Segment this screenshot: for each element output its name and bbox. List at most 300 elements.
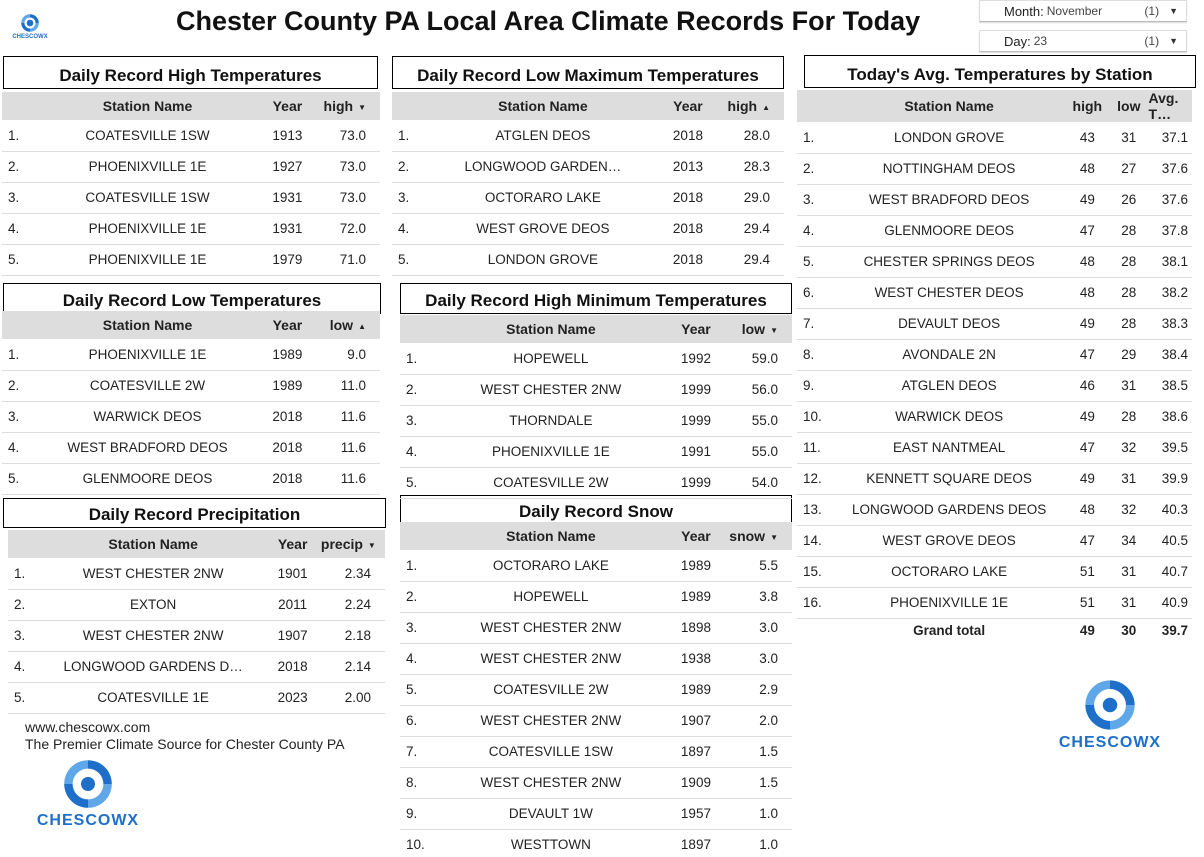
table-row[interactable] — [400, 581, 792, 612]
table-row[interactable] — [797, 587, 1192, 618]
low-cell: 28 — [1109, 215, 1149, 246]
row-number: 2. — [400, 581, 435, 612]
row-number: 2. — [2, 370, 36, 401]
column-header[interactable]: Avg. T… — [1149, 90, 1192, 122]
month-filter[interactable] — [979, 0, 1187, 22]
column-header-label: precip — [320, 536, 363, 552]
column-header[interactable] — [427, 92, 658, 120]
table-row[interactable] — [400, 405, 792, 436]
table-row[interactable] — [797, 215, 1192, 246]
column-header-label: Station Name — [102, 98, 193, 114]
year-cell: 1901 — [264, 558, 321, 589]
row-number: 3. — [8, 620, 42, 651]
station-name-cell: WEST CHESTER 2NW — [42, 620, 264, 651]
grand-total-spacer — [797, 618, 833, 642]
year-cell: 1989 — [667, 581, 726, 612]
station-name-cell: WARWICK DEOS — [833, 401, 1066, 432]
table-row[interactable] — [797, 401, 1192, 432]
sort-desc-icon: ▼ — [770, 532, 778, 542]
station-name-cell: PHOENIXVILLE 1E — [36, 339, 259, 370]
value-cell: 11.6 — [316, 463, 380, 494]
row-number: 8. — [797, 339, 833, 370]
table-row[interactable] — [2, 370, 380, 401]
row-number: 10. — [797, 401, 833, 432]
avg-cell: 37.8 — [1149, 215, 1192, 246]
year-cell: 1897 — [667, 736, 726, 767]
table-row[interactable] — [392, 213, 784, 244]
cyclone-icon — [1081, 676, 1139, 734]
avg-cell: 38.6 — [1149, 401, 1192, 432]
brand-logo-small — [12, 12, 48, 40]
row-number-header — [8, 530, 42, 558]
row-number: 1. — [392, 120, 427, 151]
value-cell: 59.0 — [725, 343, 792, 374]
low-temps-title: Daily Record Low Temperatures — [3, 283, 381, 314]
value-cell: 11.0 — [316, 370, 380, 401]
low-cell: 31 — [1109, 122, 1149, 153]
grand-total-label: Grand total — [913, 622, 986, 638]
table-header-row — [8, 530, 385, 558]
high-cell: 49 — [1066, 308, 1109, 339]
row-number: 6. — [400, 705, 435, 736]
value-cell: 1.5 — [725, 767, 792, 798]
year-cell: 1992 — [667, 343, 726, 374]
table-row[interactable] — [392, 120, 784, 151]
table-row[interactable] — [2, 213, 380, 244]
station-name-cell: WEST CHESTER 2NW — [435, 767, 666, 798]
table-row[interactable] — [392, 182, 784, 213]
high-cell: 49 — [1066, 463, 1109, 494]
year-cell: 2018 — [659, 120, 718, 151]
row-number-header — [392, 92, 427, 120]
row-number: 15. — [797, 556, 833, 587]
table-row[interactable] — [400, 798, 792, 829]
table-row[interactable] — [400, 674, 792, 705]
table-row[interactable] — [400, 612, 792, 643]
row-number-header — [400, 522, 435, 550]
station-name-cell: KENNETT SQUARE DEOS — [833, 463, 1066, 494]
avg-temps-table — [797, 90, 1192, 642]
high-temps-table — [2, 92, 380, 276]
station-name-cell: WEST GROVE DEOS — [427, 213, 658, 244]
table-row[interactable] — [8, 620, 385, 651]
avg-cell: 39.5 — [1149, 432, 1192, 463]
high-cell: 48 — [1066, 277, 1109, 308]
month-filter-label: Month: — [1004, 3, 1044, 19]
station-name-cell: WEST CHESTER 2NW — [435, 643, 666, 674]
row-number: 3. — [2, 182, 36, 213]
station-name-cell: CHESTER SPRINGS DEOS — [833, 246, 1066, 277]
table-row[interactable] — [392, 151, 784, 182]
value-cell: 1.0 — [725, 829, 792, 857]
day-filter[interactable] — [979, 30, 1187, 52]
table-row[interactable] — [797, 463, 1192, 494]
station-name-cell: WEST CHESTER DEOS — [833, 277, 1066, 308]
table-header-row — [400, 315, 792, 343]
year-cell: 1898 — [667, 612, 726, 643]
column-header[interactable] — [725, 522, 792, 550]
low-cell: 34 — [1109, 525, 1149, 556]
column-header[interactable] — [725, 315, 792, 343]
table-row[interactable] — [392, 244, 784, 275]
grand-total-avg: 39.7 — [1161, 622, 1188, 638]
row-number: 10. — [400, 829, 435, 857]
avg-cell: 38.4 — [1149, 339, 1192, 370]
year-cell: 1999 — [667, 467, 726, 498]
column-header-label: Year — [673, 98, 703, 114]
table-row[interactable] — [400, 767, 792, 798]
table-row[interactable] — [797, 370, 1192, 401]
table-row[interactable] — [797, 122, 1192, 153]
station-name-cell: COATESVILLE 1E — [42, 682, 264, 713]
row-number: 7. — [797, 308, 833, 339]
row-number: 4. — [392, 213, 427, 244]
sort-asc-icon: ▲ — [358, 321, 366, 331]
table-row[interactable] — [797, 432, 1192, 463]
table-row[interactable] — [797, 153, 1192, 184]
row-number: 4. — [2, 213, 36, 244]
month-filter-value: November — [1046, 4, 1103, 18]
row-number: 5. — [400, 467, 435, 498]
value-cell: 28.0 — [717, 120, 784, 151]
year-cell: 1957 — [667, 798, 726, 829]
footer-url[interactable]: www.chescowx.com — [25, 719, 151, 735]
station-name-cell: DEVAULT DEOS — [833, 308, 1066, 339]
low-cell: 28 — [1109, 401, 1149, 432]
year-cell: 2018 — [259, 432, 316, 463]
snow-title: Daily Record Snow — [400, 495, 792, 525]
column-header-label: Station Name — [498, 98, 588, 114]
year-cell: 1989 — [667, 674, 726, 705]
row-number: 2. — [2, 151, 36, 182]
row-number: 5. — [400, 674, 435, 705]
value-cell: 29.4 — [717, 244, 784, 275]
row-number: 1. — [8, 558, 42, 589]
year-cell: 1927 — [259, 151, 316, 182]
row-number-header — [2, 311, 36, 339]
table-row[interactable] — [2, 339, 380, 370]
station-name-cell: WEST CHESTER 2NW — [435, 374, 666, 405]
high-cell: 48 — [1066, 494, 1109, 525]
station-name-cell: COATESVILLE 1SW — [36, 120, 259, 151]
grand-total-low: 30 — [1121, 622, 1137, 638]
table-row[interactable] — [2, 432, 380, 463]
value-cell: 2.0 — [725, 705, 792, 736]
value-cell: 2.00 — [321, 682, 385, 713]
year-cell: 1913 — [259, 120, 316, 151]
table-row[interactable] — [2, 244, 380, 275]
table-row[interactable] — [400, 467, 792, 498]
avg-cell: 38.1 — [1149, 246, 1192, 277]
row-number: 6. — [797, 277, 833, 308]
low-cell: 31 — [1109, 463, 1149, 494]
high-cell: 48 — [1066, 153, 1109, 184]
row-number: 1. — [400, 550, 435, 581]
year-cell: 1907 — [667, 705, 726, 736]
station-name-cell: NOTTINGHAM DEOS — [833, 153, 1066, 184]
brand-logo-right — [1052, 676, 1168, 752]
day-filter-value: 23 — [1033, 34, 1048, 48]
sort-desc-icon: ▼ — [367, 540, 376, 550]
station-name-cell: WARWICK DEOS — [36, 401, 259, 432]
high-cell: 47 — [1066, 215, 1109, 246]
column-header[interactable] — [321, 530, 385, 558]
column-header[interactable] — [316, 311, 380, 339]
value-cell: 73.0 — [316, 151, 380, 182]
station-name-cell: PHOENIXVILLE 1E — [435, 436, 666, 467]
column-header[interactable]: Station Name — [833, 90, 1066, 122]
station-name-cell: OCTORARO LAKE — [427, 182, 658, 213]
sort-desc-icon: ▼ — [770, 325, 778, 335]
station-name-cell: WESTTOWN — [435, 829, 666, 857]
table-row[interactable] — [797, 525, 1192, 556]
avg-cell: 38.5 — [1149, 370, 1192, 401]
column-header[interactable] — [717, 92, 784, 120]
year-cell: 2018 — [659, 213, 718, 244]
high-min-temps-title: Daily Record High Minimum Temperatures — [400, 283, 792, 314]
low-temps-table — [2, 311, 380, 495]
row-number: 3. — [2, 401, 36, 432]
avg-cell: 37.6 — [1149, 153, 1192, 184]
avg-cell: 37.6 — [1149, 184, 1192, 215]
table-row[interactable] — [2, 120, 380, 151]
sort-asc-icon: ▲ — [762, 102, 770, 112]
value-cell: 54.0 — [725, 467, 792, 498]
column-header[interactable]: high — [1066, 90, 1109, 122]
column-header-label: Year — [272, 98, 303, 114]
low-cell: 31 — [1109, 370, 1149, 401]
column-header[interactable] — [435, 522, 666, 550]
row-number: 8. — [400, 767, 435, 798]
station-name-cell: COATESVILLE 2W — [435, 467, 666, 498]
station-name-cell: WEST CHESTER 2NW — [435, 705, 666, 736]
value-cell: 55.0 — [725, 436, 792, 467]
brand-name: CHESCOWX — [12, 34, 48, 40]
year-cell: 2011 — [264, 589, 321, 620]
day-filter-count: (1) — [1144, 34, 1160, 48]
column-header[interactable] — [36, 92, 259, 120]
row-number: 1. — [2, 339, 36, 370]
table-row[interactable] — [2, 182, 380, 213]
station-name-cell: EAST NANTMEAL — [833, 432, 1066, 463]
station-name-cell: HOPEWELL — [435, 343, 666, 374]
column-header-label: Station Name — [506, 321, 596, 337]
station-name-cell: PHOENIXVILLE 1E — [36, 151, 259, 182]
row-number: 1. — [797, 122, 833, 153]
precip-table — [8, 530, 385, 714]
year-cell: 1909 — [667, 767, 726, 798]
high-cell: 46 — [1066, 370, 1109, 401]
row-number: 9. — [400, 798, 435, 829]
year-cell: 1989 — [259, 370, 316, 401]
column-header-label: low — [741, 321, 766, 337]
avg-cell: 40.5 — [1149, 525, 1192, 556]
station-name-cell: THORNDALE — [435, 405, 666, 436]
column-header[interactable]: low — [1109, 90, 1149, 122]
station-name-cell: GLENMOORE DEOS — [833, 215, 1066, 246]
column-header-label: high — [323, 98, 354, 114]
low-cell: 32 — [1109, 494, 1149, 525]
column-header-label: Year — [681, 321, 711, 337]
station-name-cell: OCTORARO LAKE — [435, 550, 666, 581]
page-title: Chester County PA Local Area Climate Records For Today — [176, 6, 921, 36]
table-row[interactable] — [400, 829, 792, 857]
row-number: 13. — [797, 494, 833, 525]
column-header-label: snow — [729, 528, 766, 544]
row-number: 3. — [400, 405, 435, 436]
row-number: 4. — [400, 643, 435, 674]
column-header-label: Station Name — [108, 536, 198, 552]
table-row[interactable] — [2, 463, 380, 494]
low-cell: 26 — [1109, 184, 1149, 215]
table-row[interactable] — [400, 643, 792, 674]
avg-cell: 40.7 — [1149, 556, 1192, 587]
station-name-cell: COATESVILLE 2W — [435, 674, 666, 705]
table-row[interactable] — [797, 339, 1192, 370]
column-header[interactable] — [667, 315, 726, 343]
column-header[interactable] — [316, 92, 380, 120]
year-cell: 1938 — [667, 643, 726, 674]
low-cell: 29 — [1109, 339, 1149, 370]
value-cell: 1.5 — [725, 736, 792, 767]
high-cell: 51 — [1066, 556, 1109, 587]
table-row[interactable] — [8, 682, 385, 713]
column-header[interactable] — [259, 311, 316, 339]
value-cell: 2.24 — [321, 589, 385, 620]
value-cell: 29.4 — [717, 213, 784, 244]
column-header-label: Station Name — [506, 528, 596, 544]
station-name-cell: COATESVILLE 1SW — [435, 736, 666, 767]
station-name-cell: LONGWOOD GARDEN… — [427, 151, 658, 182]
high-cell: 47 — [1066, 432, 1109, 463]
table-row[interactable] — [797, 556, 1192, 587]
year-cell: 2023 — [264, 682, 321, 713]
value-cell: 28.3 — [717, 151, 784, 182]
row-number-header — [400, 315, 435, 343]
year-cell: 1907 — [264, 620, 321, 651]
value-cell: 2.14 — [321, 651, 385, 682]
value-cell: 72.0 — [316, 213, 380, 244]
snow-table — [400, 522, 792, 857]
table-row[interactable] — [400, 705, 792, 736]
low-max-temps-table — [392, 92, 784, 276]
table-row[interactable] — [400, 374, 792, 405]
footer-tagline: The Premier Climate Source for Chester County PA — [25, 736, 345, 752]
high-temps-title: Daily Record High Temperatures — [3, 56, 378, 89]
table-row[interactable] — [797, 308, 1192, 339]
value-cell: 9.0 — [316, 339, 380, 370]
year-cell: 2013 — [659, 151, 718, 182]
high-cell: 47 — [1066, 339, 1109, 370]
value-cell: 11.6 — [316, 432, 380, 463]
column-header[interactable] — [667, 522, 726, 550]
station-name-cell: PHOENIXVILLE 1E — [36, 244, 259, 275]
table-row[interactable] — [8, 558, 385, 589]
column-header[interactable] — [42, 530, 264, 558]
table-row[interactable] — [2, 151, 380, 182]
low-cell: 31 — [1109, 556, 1149, 587]
table-header-row — [797, 90, 1192, 122]
table-row[interactable] — [8, 589, 385, 620]
low-cell: 28 — [1109, 246, 1149, 277]
precip-title: Daily Record Precipitation — [3, 498, 386, 528]
day-filter-label: Day: — [1004, 33, 1031, 49]
row-number: 2. — [797, 153, 833, 184]
low-max-temps-title: Daily Record Low Maximum Temperatures — [392, 56, 784, 89]
station-name-cell: WEST BRADFORD DEOS — [36, 432, 259, 463]
row-number: 4. — [400, 436, 435, 467]
column-header-label: Year — [681, 528, 711, 544]
table-row[interactable] — [797, 494, 1192, 525]
chevron-down-icon: ▼ — [1169, 6, 1178, 16]
row-number: 5. — [2, 244, 36, 275]
year-cell: 1989 — [259, 339, 316, 370]
value-cell: 11.6 — [316, 401, 380, 432]
table-row[interactable] — [797, 277, 1192, 308]
value-cell: 73.0 — [316, 120, 380, 151]
year-cell: 2018 — [264, 651, 321, 682]
value-cell: 29.0 — [717, 182, 784, 213]
station-name-cell: LONDON GROVE — [427, 244, 658, 275]
low-cell: 28 — [1109, 277, 1149, 308]
column-header[interactable] — [659, 92, 718, 120]
chevron-down-icon: ▼ — [1169, 36, 1178, 46]
row-number: 3. — [797, 184, 833, 215]
table-row[interactable] — [400, 550, 792, 581]
year-cell: 1931 — [259, 182, 316, 213]
row-number-header — [797, 90, 833, 122]
cyclone-icon — [60, 756, 116, 812]
table-row[interactable] — [400, 343, 792, 374]
row-number: 5. — [392, 244, 427, 275]
column-header[interactable] — [435, 315, 666, 343]
station-name-cell: DEVAULT 1W — [435, 798, 666, 829]
avg-cell: 40.3 — [1149, 494, 1192, 525]
year-cell: 2018 — [659, 244, 718, 275]
table-row[interactable] — [797, 184, 1192, 215]
month-filter-count: (1) — [1144, 4, 1160, 18]
row-number: 2. — [400, 374, 435, 405]
column-header[interactable] — [264, 530, 321, 558]
station-name-cell: ATGLEN DEOS — [833, 370, 1066, 401]
row-number: 2. — [392, 151, 427, 182]
column-header-label: high — [727, 98, 758, 114]
station-name-cell: WEST BRADFORD DEOS — [833, 184, 1066, 215]
value-cell: 3.0 — [725, 612, 792, 643]
station-name-cell: WEST CHESTER 2NW — [42, 558, 264, 589]
value-cell: 1.0 — [725, 798, 792, 829]
high-cell: 47 — [1066, 525, 1109, 556]
table-row[interactable] — [400, 736, 792, 767]
year-cell: 2018 — [259, 401, 316, 432]
column-header[interactable] — [36, 311, 259, 339]
brand-logo-left — [30, 756, 146, 830]
high-cell: 48 — [1066, 246, 1109, 277]
table-row[interactable] — [2, 401, 380, 432]
year-cell: 1897 — [667, 829, 726, 857]
column-header[interactable] — [259, 92, 316, 120]
table-row[interactable] — [797, 246, 1192, 277]
value-cell: 71.0 — [316, 244, 380, 275]
avg-cell: 38.3 — [1149, 308, 1192, 339]
year-cell: 2018 — [259, 463, 316, 494]
row-number: 1. — [2, 120, 36, 151]
table-row[interactable] — [8, 651, 385, 682]
value-cell: 55.0 — [725, 405, 792, 436]
low-cell: 27 — [1109, 153, 1149, 184]
table-row[interactable] — [400, 436, 792, 467]
year-cell: 1989 — [667, 550, 726, 581]
